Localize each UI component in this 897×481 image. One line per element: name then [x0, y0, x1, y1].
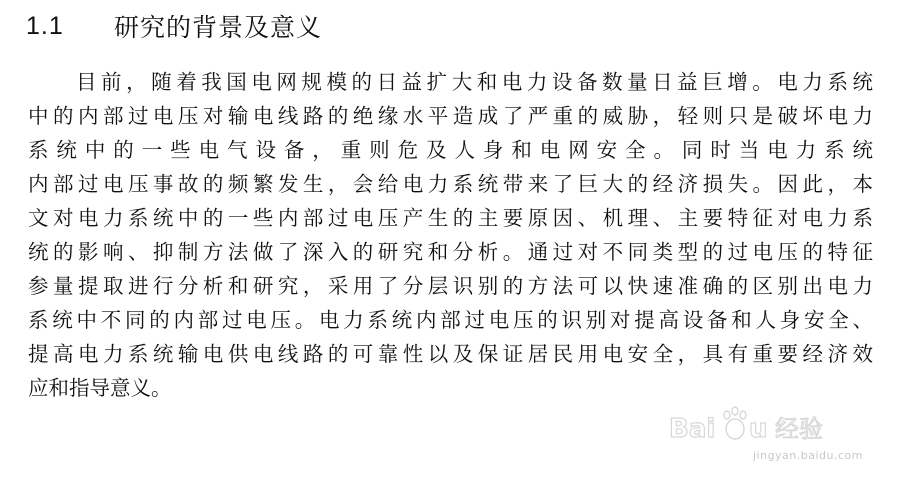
paragraph-line: 文对电力系统中的一些内部过电压产生的主要原因、机理、主要特征对电力系 — [28, 206, 873, 230]
svg-text:经验: 经验 — [775, 415, 823, 443]
baidu-jingyan-watermark — [647, 403, 877, 471]
section-number: 1.1 — [26, 11, 64, 40]
paragraph-line: 内部过电压事故的频繁发生，会给电力系统带来了巨大的经济损失。因此，本 — [28, 172, 873, 196]
baidu-paw-logo-icon — [669, 405, 869, 449]
svg-text:u: u — [749, 414, 768, 444]
section-heading — [26, 6, 322, 46]
paragraph-line: 系统中的一些电气设备，重则危及人身和电网安全。同时当电力系统 — [28, 138, 873, 162]
paragraph-line: 应和指导意义。 — [28, 376, 172, 400]
paragraph-line: 系统中不同的内部过电压。电力系统内部过电压的识别对提高设备和人身安全、 — [28, 308, 873, 332]
paragraph-line: 目前，随着我国电网规模的日益扩大和电力设备数量日益巨增。电力系统 — [76, 70, 873, 94]
section-title: 研究的背景及意义 — [114, 13, 323, 42]
svg-text:Bai: Bai — [669, 414, 716, 444]
paragraph-line: 提高电力系统输电供电线路的可靠性以及保证居民用电安全，具有重要经济效 — [28, 342, 873, 366]
paragraph-line: 参量提取进行分析和研究，采用了分层识别的方法可以快速准确的区别出电力 — [28, 274, 873, 298]
paragraph-line: 统的影响、抑制方法做了深入的研究和分析。通过对不同类型的过电压的特征 — [28, 240, 873, 264]
watermark-url: jingyan.baidu.com — [752, 449, 863, 462]
paragraph-line: 中的内部过电压对输电线路的绝缘水平造成了严重的威胁，轻则只是破坏电力 — [28, 104, 873, 128]
